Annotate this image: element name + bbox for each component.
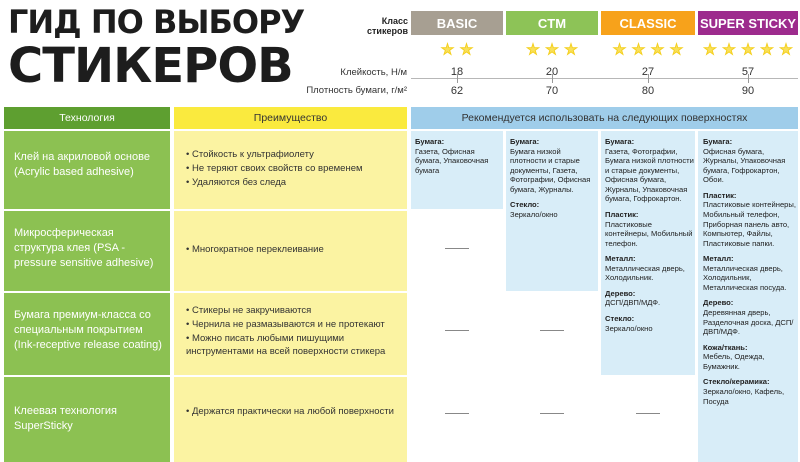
surfaces-basic (415, 137, 501, 181)
surface-group-text: Зеркало/окно (510, 209, 558, 219)
class-header-classic: CLASSIC (601, 11, 695, 35)
star-icon (459, 42, 474, 57)
advantage-item: • Удаляются без следа (186, 176, 401, 190)
density-classic: 80 (641, 85, 655, 97)
star-icon (669, 42, 684, 57)
surface-group-text: Металлическая дверь, Холодильник. (605, 263, 685, 283)
empty-cell-dash (445, 248, 469, 249)
surface-group (703, 137, 796, 185)
stickiness-super-sticky: 57 (741, 66, 755, 78)
surface-group-title: Кожа/ткань: (703, 342, 748, 352)
surface-group-text: Зеркало/окно (605, 323, 653, 333)
surface-group-title: Металл: (605, 254, 636, 264)
density-ctm: 70 (545, 85, 559, 97)
title-line-2: СТИКЕРОВ (8, 38, 293, 94)
advantage-item: • Многократное переклеивание (186, 243, 401, 257)
row-divider (4, 291, 506, 293)
density-label: Плотность бумаги, г/м² (306, 85, 407, 96)
surface-group (605, 314, 694, 333)
surface-group-title: Металл: (703, 254, 734, 264)
stars-super-sticky (698, 42, 798, 58)
stickiness-ctm: 20 (545, 66, 559, 78)
surface-group-title: Стекло/керамика: (703, 377, 770, 387)
surfaces-classic (605, 137, 694, 339)
surface-group-text: Офисная бумага, Журналы, Упаковочная бумага, Гофрокартон, Обои. (703, 146, 786, 185)
row-divider (4, 209, 411, 211)
surface-group-text: Газета, Фотографии, Бумага низкой плотности и старые документы, Офисная бумага, Журналы, Упаковочная бумага, Гофрокартон. (605, 146, 694, 204)
surface-group-title: Стекло: (605, 314, 635, 323)
surface-group-title: Бумага: (605, 137, 635, 146)
star-icon (650, 42, 665, 57)
surface-group (510, 137, 596, 194)
star-icon (741, 42, 756, 57)
row-divider (4, 375, 601, 377)
advantage-item: • Чернила не размазываются и не протекают (186, 318, 401, 332)
tech-row-3: Бумага премиум-класса со специальным покрытием (Ink-receptive release coating) (14, 309, 162, 351)
stickiness-label: Клейкость, Н/м (340, 67, 407, 78)
surface-group (703, 191, 796, 248)
tech-row-4: Клеевая технология SuperSticky (14, 405, 117, 432)
surface-group-text: Мебель, Одежда, Бумажник. (703, 352, 765, 371)
empty-cell-dash (445, 330, 469, 331)
header-advantage: Преимущество (174, 107, 407, 129)
metric-scale-line (411, 78, 798, 79)
surface-group (703, 377, 796, 406)
tech-row-2: Микросферическая структура клея (PSA - pressure sensitive adhesive) (14, 227, 154, 269)
surface-group-text: Металлическая дверь, Холодильник, Металлическая посуда. (703, 263, 787, 292)
density-super-sticky: 90 (741, 85, 755, 97)
star-icon (526, 42, 541, 57)
density-basic: 62 (450, 85, 464, 97)
surface-group-title: Бумага: (510, 137, 540, 146)
surface-group-text: Пластиковые контейнеры, Мобильный телефон. (605, 219, 693, 248)
stickiness-basic: 18 (450, 66, 464, 78)
empty-cell-dash (636, 413, 660, 414)
star-icon (440, 42, 455, 57)
header-surfaces: Рекомендуется использовать на следующих поверхностях (411, 107, 798, 129)
class-label: Класс стикеров (367, 16, 408, 37)
advantage-item: • Стойкость к ультрафиолету (186, 148, 401, 162)
star-icon (703, 42, 718, 57)
star-icon (760, 42, 775, 57)
empty-cell-dash (540, 330, 564, 331)
empty-cell-dash (540, 413, 564, 414)
star-icon (722, 42, 737, 57)
surfaces-ctm (510, 137, 596, 226)
surface-group-text: ДСП/ДВП/МДФ. (605, 298, 661, 308)
surface-group-title: Дерево: (703, 298, 734, 308)
advantage-list-4 (186, 405, 401, 419)
surface-group-title: Пластик: (605, 209, 639, 219)
surface-group-title: Дерево: (605, 288, 636, 298)
tech-row-1: Клей на акриловой основе (Acrylic based adhesive) (14, 151, 150, 178)
class-header-basic: BASIC (411, 11, 503, 35)
surface-group-title: Бумага: (415, 137, 445, 146)
surface-group (415, 137, 501, 175)
surface-group-text: Пластиковые контейнеры, Мобильный телефон, Приборная панель авто, Компьютер, Файлы, Пластиковые папки. (703, 200, 796, 248)
class-header-super-sticky: SUPER STICKY (698, 11, 798, 35)
surface-group-text: Бумага низкой плотности и старые документы, Газета, Фотографии, Офисная бумага, Журналы. (510, 146, 591, 194)
surface-group-title: Стекло: (510, 200, 540, 210)
star-icon (564, 42, 579, 57)
stars-ctm (506, 42, 598, 58)
surface-group (605, 254, 694, 283)
surface-group (703, 298, 796, 336)
advantage-item: • Не теряют своих свойств со временем (186, 162, 401, 176)
star-icon (612, 42, 627, 57)
surface-group (703, 343, 796, 372)
surface-group-title: Бумага: (703, 137, 733, 146)
star-icon (779, 42, 794, 57)
stickiness-classic: 27 (641, 66, 655, 78)
stars-classic (601, 42, 695, 58)
surface-group-text: Деревянная дверь, Разделочная доска, ДСП/ДВП/МДФ. (703, 308, 794, 337)
advantage-list-1 (186, 148, 401, 189)
empty-cell-dash (445, 413, 469, 414)
page-title (8, 3, 305, 94)
advantage-item: • Стикеры не закручиваются (186, 304, 401, 318)
stars-basic (411, 42, 503, 58)
surface-group-text: Зеркало/окно, Кафель, Посуда (703, 386, 785, 406)
class-header-ctm: CTM (506, 11, 598, 35)
surface-group (703, 254, 796, 292)
star-icon (545, 42, 560, 57)
star-icon (631, 42, 646, 57)
header-technology: Технология (4, 107, 170, 129)
title-line-1: ГИД ПО ВЫБОРУ (8, 3, 305, 41)
surface-group (605, 210, 694, 248)
advantage-item: • Держатся практически на любой поверхности (186, 405, 401, 419)
surface-group (605, 289, 694, 308)
surface-group (510, 200, 596, 219)
surfaces-super-sticky (703, 137, 796, 412)
advantage-list-3 (186, 304, 401, 359)
advantage-list-2 (186, 243, 401, 257)
surface-group (605, 137, 694, 204)
surface-group-title: Пластик: (703, 190, 737, 200)
surface-group-text: Газета, Офисная бумага, Упаковочная бумага (415, 146, 489, 175)
advantage-item: • Можно писать любыми пишущими инструментами на всей поверхности стикера (186, 332, 401, 360)
